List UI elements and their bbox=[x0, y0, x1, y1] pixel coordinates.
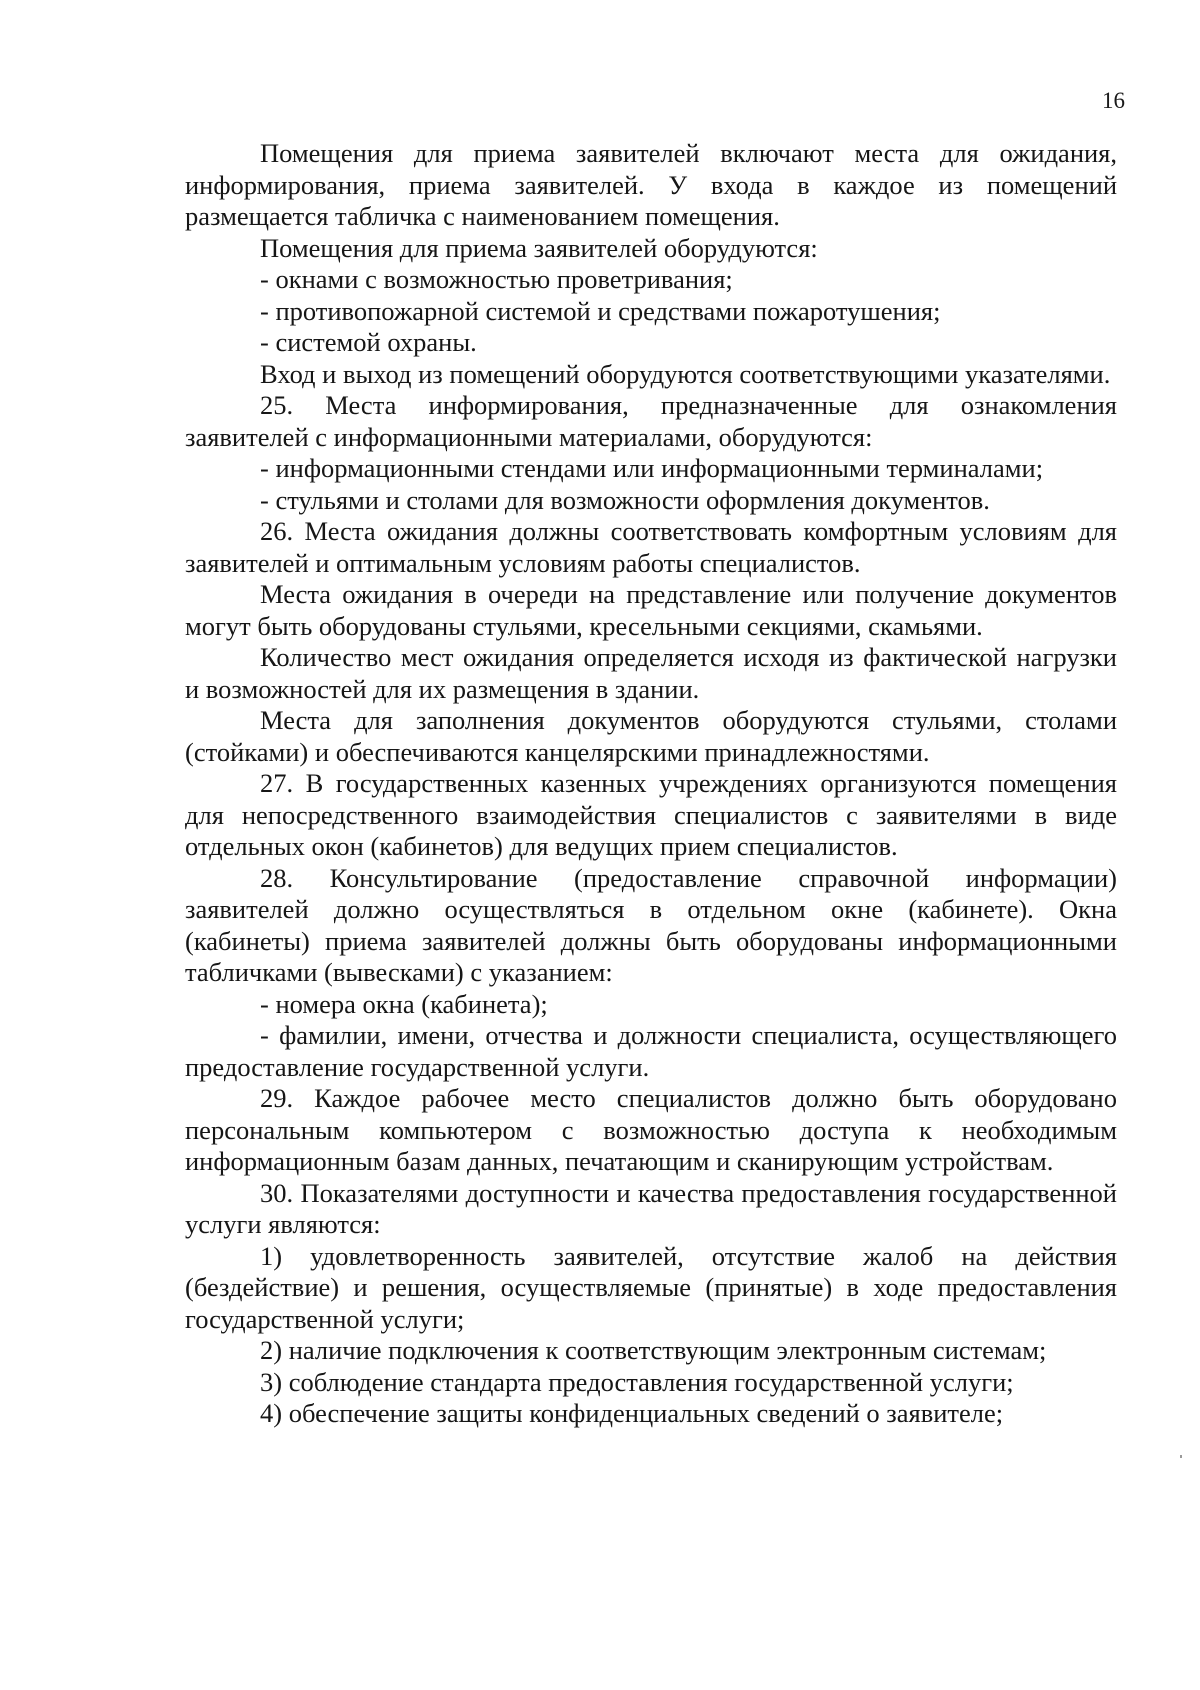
list-item-windows: - окнами с возможностью проветривания; bbox=[260, 264, 733, 294]
indicator-item-2: 2) наличие подключения к соответствующим электронным системам; bbox=[260, 1335, 1047, 1365]
paragraph-filling-places: Места для заполнения документов оборудуются стульями, столами (стойками) и обеспечиваются канцелярскими принадлежностями. bbox=[185, 705, 1117, 767]
paragraph-28: 28. Консультирование (предоставление справочной информации) заявителей должно осуществляться в отдельном окне (кабинете). Окна (кабинеты) приема заявителей должны быть оборудованы информационными табличками (вывесками) с указанием: bbox=[185, 862, 1117, 987]
document-body bbox=[185, 138, 1117, 1430]
paragraph-premises-equipment: Помещения для приема заявителей оборудуются: bbox=[260, 232, 818, 263]
indicator-item-3: 3) соблюдение стандарта предоставления государственной услуги; bbox=[260, 1366, 1014, 1397]
list-item-window-number: - номера окна (кабинета); bbox=[260, 988, 548, 1019]
list-item-fire-system: - противопожарной системой и средствами пожаротушения; bbox=[260, 295, 941, 326]
page-number: 16 bbox=[1102, 88, 1125, 113]
list-item-specialist-name: - фамилии, имени, отчества и должности специалиста, осуществляющего предоставление государственной услуги. bbox=[185, 1020, 1117, 1082]
paragraph-25: 25. Места информирования, предназначенные для ознакомления заявителей с информационными материалами, оборудуются: bbox=[185, 390, 1117, 452]
paragraph-waiting-queue: Места ожидания в очереди на представление или получение документов могут быть оборудованы стульями, кресельными секциями, скамьями. bbox=[185, 579, 1117, 641]
list-item-security: - системой охраны. bbox=[260, 327, 477, 357]
paragraph-29: 29. Каждое рабочее место специалистов должно быть оборудовано персональным компьютером с возможностью доступа к необходимым информационным базам данных, печатающим и сканирующим устройствам. bbox=[185, 1083, 1117, 1176]
paragraph-entrance-exit: Вход и выход из помещений оборудуются соответствующими указателями. bbox=[260, 358, 1111, 389]
list-item-info-stands: - информационными стендами или информационными терминалами; bbox=[260, 453, 1044, 483]
paragraph-waiting-count: Количество мест ожидания определяется исходя из фактической нагрузки и возможностей для их размещения в здании. bbox=[185, 642, 1117, 704]
indicator-item-1: 1) удовлетворенность заявителей, отсутствие жалоб на действия (бездействие) и решения, осуществляемые (принятые) в ходе предоставления государственной услуги; bbox=[185, 1240, 1117, 1334]
list-item-chairs-tables: - стульями и столами для возможности оформления документов. bbox=[260, 484, 990, 515]
paragraph-30: 30. Показателями доступности и качества предоставления государственной услуги являются: bbox=[185, 1177, 1117, 1239]
scan-speck bbox=[1180, 1455, 1182, 1458]
paragraph-26: 26. Места ожидания должны соответствовать комфортным условиям для заявителей и оптимальным условиям работы специалистов. bbox=[185, 516, 1117, 578]
paragraph-premises-intro: Помещения для приема заявителей включают места для ожидания, информирования, приема заявителей. У входа в каждое из помещений размещается табличка с наименованием помещения. bbox=[185, 138, 1117, 231]
paragraph-27: 27. В государственных казенных учреждениях организуются помещения для непосредственного взаимодействия специалистов с заявителями в виде отдельных окон (кабинетов) для ведущих прием специалистов. bbox=[185, 768, 1117, 861]
indicator-item-4: 4) обеспечение защиты конфиденциальных сведений о заявителе; bbox=[260, 1398, 1004, 1428]
